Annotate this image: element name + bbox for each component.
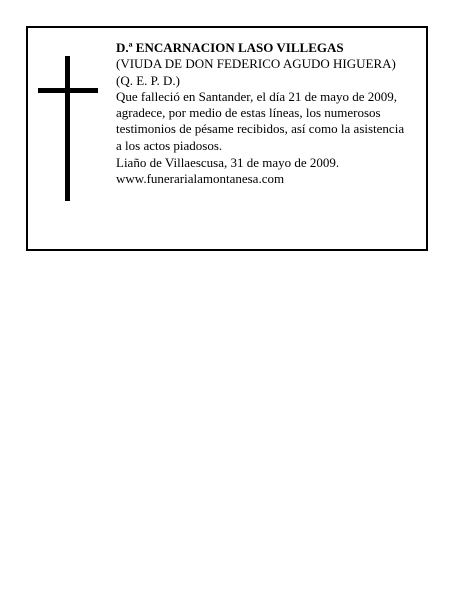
place-date-line: Liaño de Villaescusa, 31 de mayo de 2009. <box>116 155 340 171</box>
body-line-2: agradece, por medio de estas líneas, los numerosos <box>116 105 381 121</box>
qepd-line: (Q. E. P. D.) <box>116 72 180 88</box>
cross-vertical-bar <box>65 56 70 201</box>
deceased-name: D.ª ENCARNACION LASO VILLEGAS <box>116 40 344 55</box>
obituary-notice <box>26 26 428 251</box>
widow-of-line: (VIUDA DE DON FEDERICO AGUDO HIGUERA) <box>116 56 396 72</box>
body-line-1: Que falleció en Santander, el día 21 de mayo de 2009, <box>116 88 398 104</box>
cross-horizontal-bar <box>38 88 98 93</box>
body-line-3: testimonios de pésame recibidos, así como la asistencia <box>116 121 405 137</box>
website-line: www.funerarialamontanesa.com <box>116 171 285 187</box>
notice-text <box>116 40 421 188</box>
cross-icon <box>38 56 98 201</box>
body-line-4: a los actos piadosos. <box>116 137 223 153</box>
